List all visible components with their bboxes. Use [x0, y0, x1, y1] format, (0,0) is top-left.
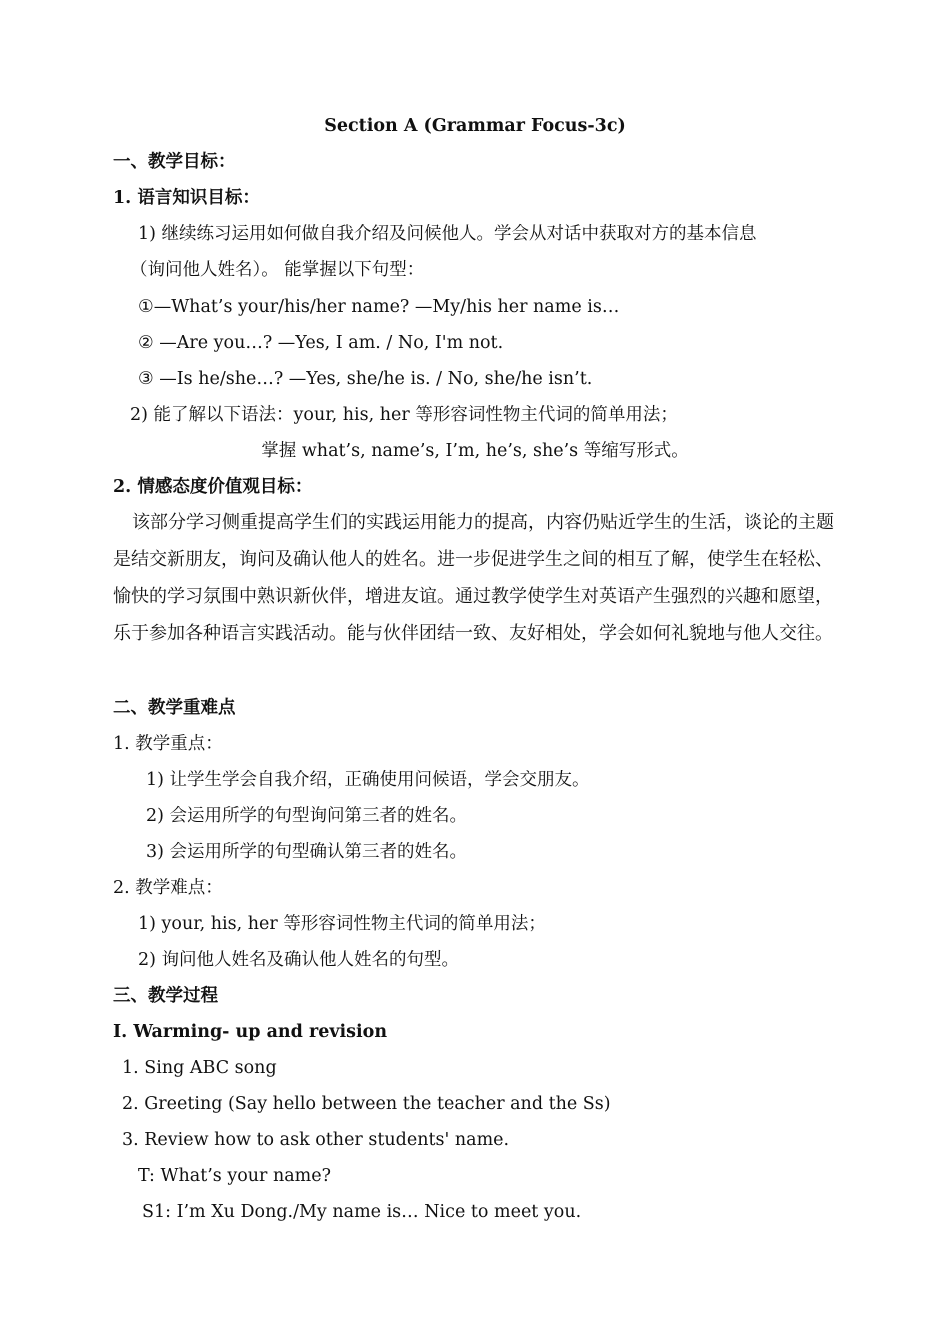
key-point-item: 1) 让学生学会自我介绍，正确使用问候语，学会交朋友。: [146, 770, 590, 790]
subheading-language-knowledge: 1. 语言知识目标：: [113, 188, 260, 208]
sentence-pattern-1: ①—What’s your/his/her name? —My/his her name is…: [138, 297, 620, 317]
difficult-point-item: 2) 询问他人姓名及确认他人姓名的句型。: [138, 950, 460, 970]
difficult-points-heading: 2. 教学难点：: [113, 878, 223, 898]
sentence-pattern-3: ③ —Is he/she…? —Yes, she/he is. / No, she/he isn’t.: [138, 369, 593, 389]
objective-item-2-line-2: 掌握 what’s, name’s, I’m, he’s, she’s 等缩写形式。: [261, 441, 689, 461]
key-points-heading: 1. 教学重点：: [113, 734, 223, 754]
objective-item-1-line-2: （询问他人姓名）。 能掌握以下句型：: [130, 260, 425, 280]
key-point-item: 3) 会运用所学的句型确认第三者的姓名。: [146, 842, 468, 862]
section-heading-teaching-objectives: 一、教学目标：: [113, 152, 236, 172]
dialogue-line: T: What’s your name?: [138, 1166, 331, 1186]
section-heading-teaching-process: 三、教学过程: [113, 986, 218, 1006]
subheading-emotional-attitude: 2. 情感态度价值观目标：: [113, 477, 313, 497]
objective-item-1-line-1: 1) 继续练习运用如何做自我介绍及问候他人。学会从对话中获取对方的基本信息: [138, 224, 757, 244]
sentence-pattern-2: ② —Are you…? —Yes, I am. / No, I'm not.: [138, 333, 504, 353]
dialogue-line: S1: I’m Xu Dong./My name is… Nice to meet you.: [142, 1202, 582, 1222]
process-step: 1. Sing ABC song: [122, 1058, 277, 1078]
page-title: Section A (Grammar Focus-3c): [324, 116, 626, 136]
section-heading-key-difficult-points: 二、教学重难点: [113, 698, 236, 718]
emotional-objective-paragraph: 该部分学习侧重提高学生们的实践运用能力的提高，内容仍贴近学生的生活，谈论的主题是结交新朋友，询问及确认他人的姓名。进一步促进学生之间的相互了解，使学生在轻松、愉快的学习氛围中熟识新伙伴，增进友谊。通过教学使学生对英语产生强烈的兴趣和愿望，乐于参加各种语言实践活动。能与伙伴团结一致、友好相处，学会如何礼貌地与他人交往。: [113, 512, 834, 644]
part-heading-warming-up: I. Warming- up and revision: [113, 1022, 388, 1042]
difficult-point-item: 1) your, his, her 等形容词性物主代词的简单用法；: [138, 914, 546, 934]
objective-item-2-line-1: 2) 能了解以下语法：your, his, her 等形容词性物主代词的简单用法；: [130, 405, 678, 425]
key-point-item: 2) 会运用所学的句型询问第三者的姓名。: [146, 806, 468, 826]
process-step: 2. Greeting (Say hello between the teacher and the Ss): [122, 1094, 611, 1114]
process-step: 3. Review how to ask other students' name.: [122, 1130, 510, 1150]
